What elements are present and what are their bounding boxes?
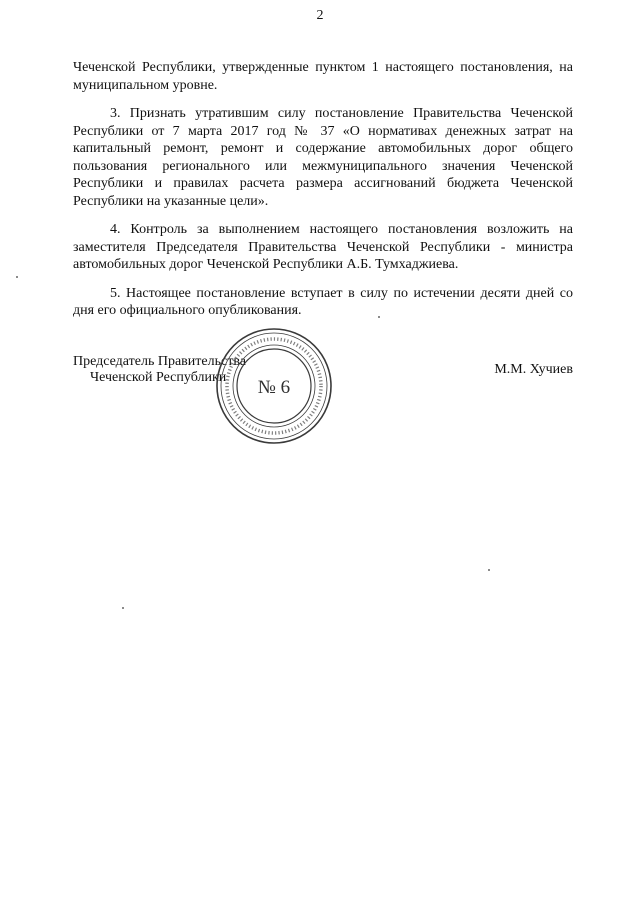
page-number: 2 — [316, 8, 324, 23]
signatory-name: М.М. Хучиев — [494, 362, 573, 377]
paragraph-5: 5. Настоящее постановление вступает в силу по истечении десяти дней со дня его официального опубликования. — [73, 285, 573, 318]
paragraph-4: 4. Контроль за выполнением настоящего постановления возложить на заместителя Председателя Правительства Чеченской Республики - министра автомобильных дорог Чеченской Республики А.Б. Тумхаджиева. — [73, 222, 573, 272]
document-body — [73, 59, 573, 331]
scan-speck — [378, 316, 380, 318]
paragraph-continuation: Чеченской Республики, утвержденные пунктом 1 настоящего постановления, на муниципальном уровне. — [73, 60, 573, 93]
official-seal-stamp — [214, 326, 334, 446]
paragraph-3: 3. Признать утратившим силу постановление Правительства Чеченской Республики от 7 марта 2017 год № 37 «О нормативах денежных затрат на капитальный ремонт, ремонт и содержание автомобильных дорог общего пользования регионального или межмуниципального значения Чеченской Республики и правилах расчета размера ассигнований бюджета Чеченской Республики на указанные цели». — [73, 106, 573, 209]
seal-number: № 6 — [257, 377, 291, 398]
signatory-title-line-1: Председатель Правительства — [73, 354, 246, 369]
scan-speck — [16, 276, 18, 278]
scan-speck — [488, 569, 490, 571]
scan-speck — [122, 607, 124, 609]
signatory-title-line-2: Чеченской Республики — [90, 370, 227, 385]
